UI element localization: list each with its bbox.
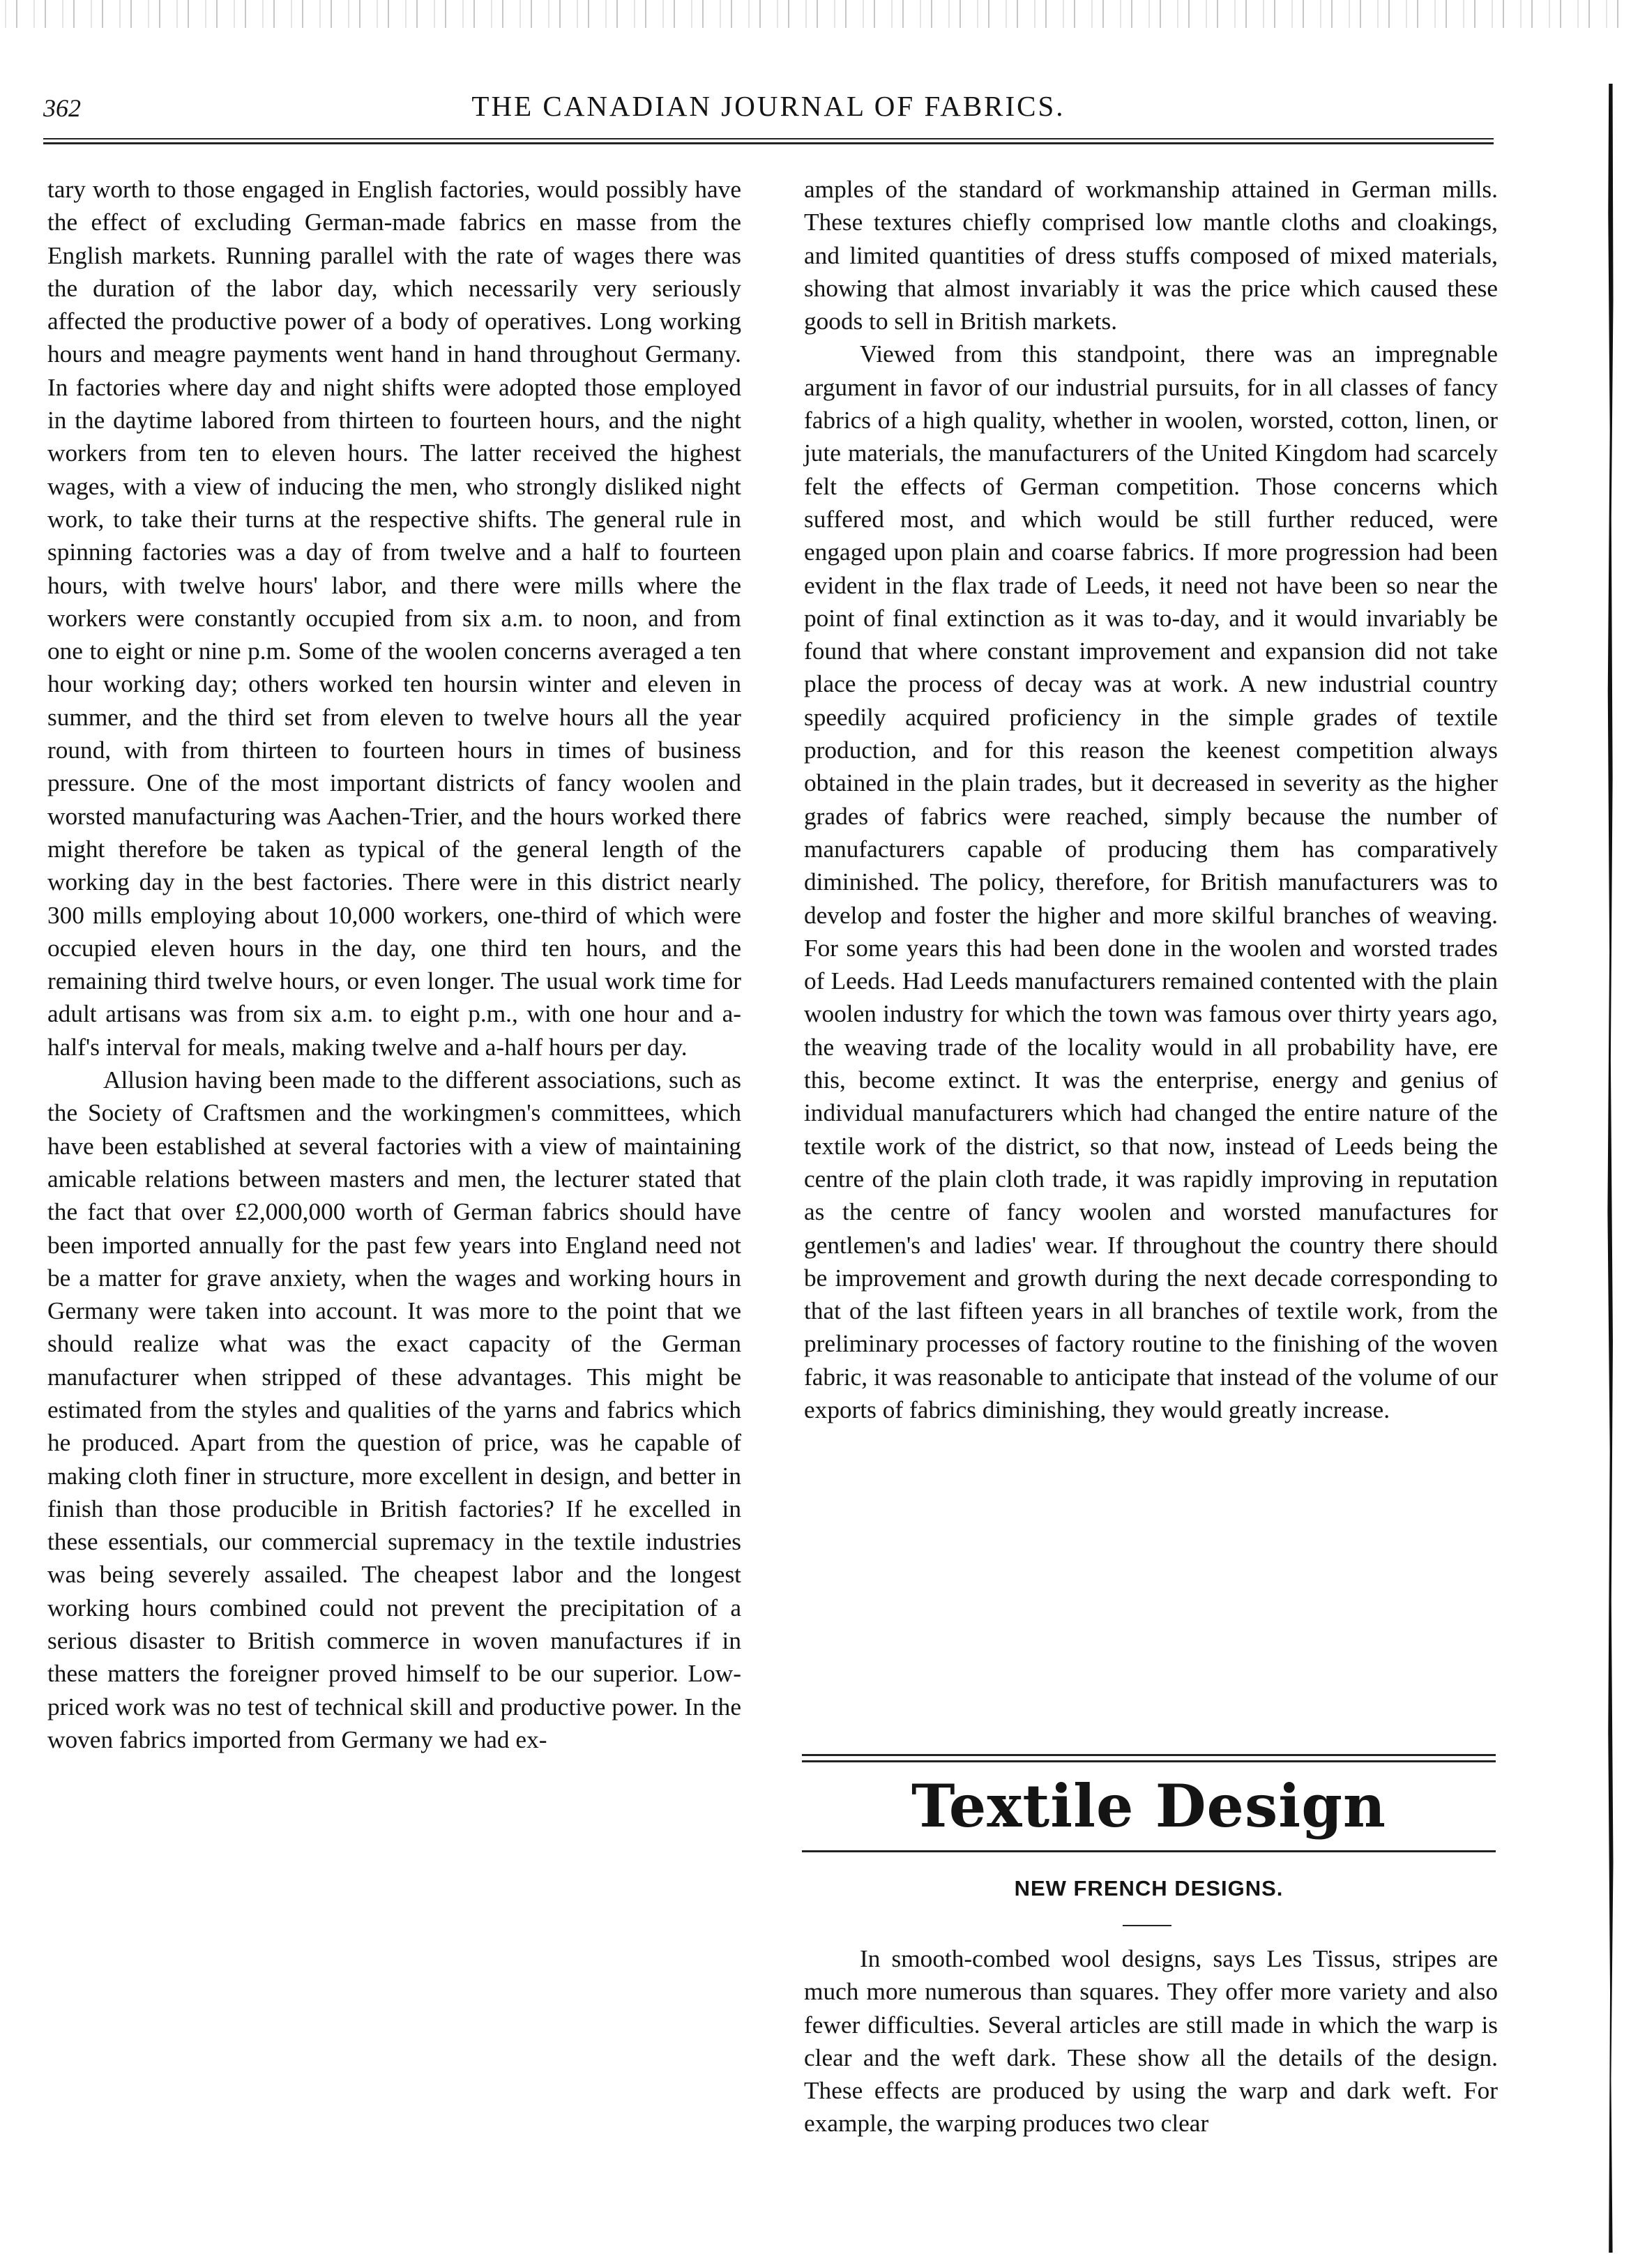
section-title: Textile Design <box>911 1771 1386 1840</box>
article-heading: NEW FRENCH DESIGNS. <box>1014 1876 1284 1900</box>
page-header <box>43 89 1494 131</box>
paragraph: Allusion having been made to the different associations, such as the Society of Craftsmen and the workingmen's committees, which have been established at several factories with a view of maintaining amicable relations between masters and men, the lecturer stated that the fact that over £2,000,000 worth of German fabrics should have been imported annually for the past few years into England need not be a matter for grave anxiety, when the wages and working hours in Germany were taken into account. It was more to the point that we should realize what was the exact capacity of the German manufacturer when stripped of these advantages. This might be estimated from the styles and qualities of the yarns and fabrics which he produced. Apart from the question of price, was he capable of making cloth finer in structure, more excellent in design, and better in finish than those producible in British factories? If he excelled in these essentials, our commercial supremacy in the textile industries was being severely assailed. The cheapest labor and the longest working hours combined could not prevent the precipitation of a serious disaster to British commerce in woven manufactures if in these matters the foreigner proved himself to be our superior. Low-priced work was no test of technical skill and productive power. In the woven fabrics imported from Germany we had ex- <box>47 1066 741 1753</box>
paragraph: In smooth-combed wool designs, says Les Tissus, stripes are much more numerous than squares. They offer more variety and also fewer difficulties. Several articles are still made in which the warp is clear and the weft dark. These show all the details of the design. These effects are produced by using the warp and dark weft. For example, the warping produces two clear <box>804 1945 1498 2138</box>
article-body <box>804 1942 1498 2140</box>
left-column <box>47 173 741 1756</box>
right-column <box>804 173 1498 1426</box>
paragraph: amples of the standard of workmanship attained in German mills. These textures chiefly comprised low mantle cloths and cloakings, and limited quantities of dress stuffs composed of mixed materials, showing that almost invariably it was the price which caused these goods to sell in British markets. <box>804 176 1498 335</box>
journal-title: THE CANADIAN JOURNAL OF FABRICS. <box>471 90 1065 122</box>
section-divider <box>802 1754 1496 1762</box>
paragraph: tary worth to those engaged in English factories, would possibly have the effect of excluding German-made fabrics en masse from the English markets. Running parallel with the rate of wages there was the duration of the labor day, which necessarily very seriously affected the productive power of a body of operatives. Long working hours and meagre payments went hand in hand throughout Germany. In factories where day and night shifts were adopted those employed in the daytime labored from thirteen to fourteen hours, and the night workers from ten to eleven hours. The latter received the highest wages, with a view of inducing the men, who strongly disliked night work, to take their turns at the respective shifts. The general rule in spinning factories was a day of from twelve and a half to fourteen hours, with twelve hours' labor, and there were mills where the workers were constantly occupied from six a.m. to noon, and from one to eight or nine p.m. Some of the woolen concerns averaged a ten hour working day; others worked ten hoursin winter and eleven in summer, and the third set from eleven to twelve hours all the year round, with from thirteen to fourteen hours in times of business pressure. One of the most important districts of fancy woolen and worsted manufacturing was Aachen-Trier, and the hours worked there might therefore be taken as typical of the general length of the working day in the best factories. There were in this district nearly 300 mills employing about 10,000 workers, one-third of which were occupied eleven hours in the day, one third ten hours, and the remaining third twelve hours, or even longer. The usual work time for adult artisans was from six a.m. to eight p.m., with one hour and a-half's interval for meals, making twelve and a-half hours per day. <box>47 176 741 1061</box>
header-rule <box>43 138 1494 144</box>
section-subrule <box>802 1850 1496 1852</box>
scan-speckle-border <box>0 0 1631 28</box>
short-rule <box>1123 1925 1171 1926</box>
paragraph: Viewed from this standpoint, there was an impregnable argument in favor of our industrial pursuits, for in all classes of fancy fabrics of a high quality, whether in woolen, worsted, cotton, linen, or jute materials, the manufacturers of the United Kingdom had scarcely felt the effects of German competition. Those concerns which suffered most, and which would be still further reduced, were engaged upon plain and coarse fabrics. If more progression had been evident in the flax trade of Leeds, it need not have been so near the point of final extinction as it was to-day, and it would invariably be found that where constant improvement and expansion did not take place the process of decay was at work. A new industrial country speedily acquired proficiency in the simple grades of textile production, and for this reason the keenest competition always obtained in the plain trades, but it decreased in severity as the higher grades of fabrics were reached, simply because the number of manufacturers capable of producing them has comparatively diminished. The policy, therefore, for British manufacturers was to develop and foster the higher and more skilful branches of weaving. For some years this had been done in the woolen and worsted trades of Leeds. Had Leeds manufacturers remained contented with the plain woolen industry for which the town was famous over thirty years ago, the weaving trade of the locality would in all probability have, ere this, become extinct. It was the enterprise, energy and genius of individual manufacturers which had changed the entire nature of the textile work of the district, so that now, instead of Leeds being the centre of the plain cloth trade, it was rapidly improving in reputation as the centre of fancy woolen and worsted manufactures for gentlemen's and ladies' wear. If throughout the country there should be improvement and growth during the next decade corresponding to that of the last fifteen years in all branches of textile work, from the preliminary processes of factory routine to the finishing of the woven fabric, it was reasonable to anticipate that instead of the volume of our exports of fabrics diminishing, they would greatly increase. <box>804 340 1498 1423</box>
page-number: 362 <box>43 94 81 122</box>
scan-binding-edge <box>1604 84 1616 2253</box>
